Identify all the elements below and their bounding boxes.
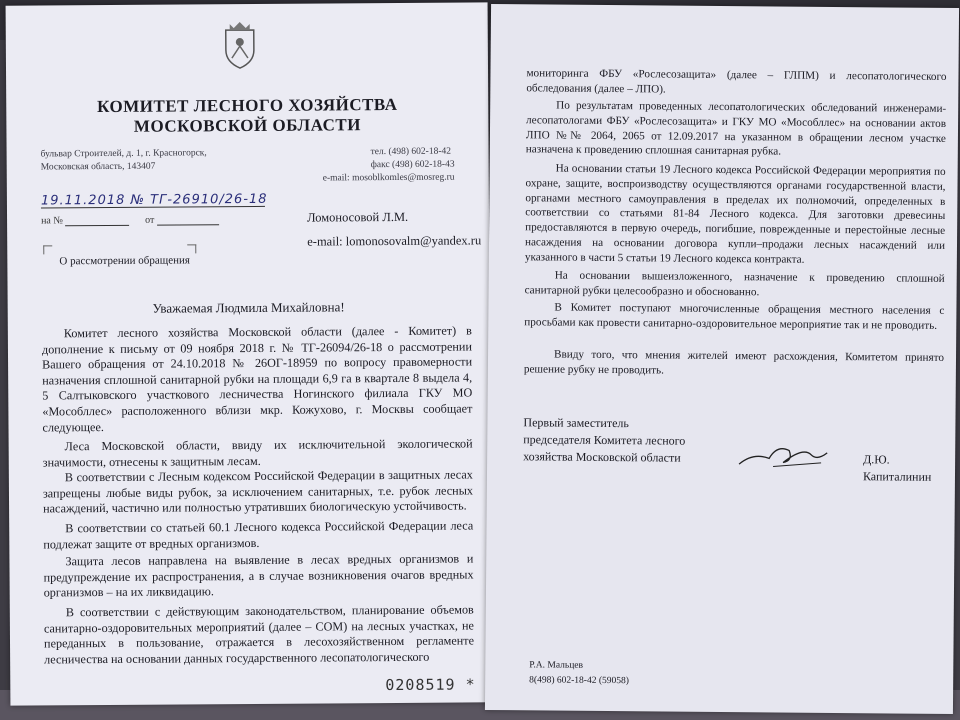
paragraph-10: На основании вышеизложенного, назначение к проведению сплошной санитарной рубки целесообразно и обоснованно. xyxy=(524,269,945,299)
fax: факс (498) 602-18-43 xyxy=(370,159,455,171)
signer-name: Д.Ю. Капиталинин xyxy=(862,452,932,484)
field-na-label: на № xyxy=(41,215,129,227)
paragraph-11: В Комитет поступают многочисленные обращения местного населения с просьбами как провести санитарно-оздоровительное мероприятие так и не проводить. xyxy=(524,301,945,332)
paragraph-9: На основании статьи 19 Лесного кодекса Российской Федерации мероприятия по охране, защите, воспроизводству осуществляются органами государственной власти, органами местного самоуправления в пределах их полномочий, определенных в соответствии со статьями 81-84 Лесного кодекса. Для заготовки древесины предоставляются в первую очередь, погибшие, поврежденные и перестойные лесные насаждения на основании договора купли–продажи лесных насаждений или указанного в части 5 статьи 19 Лесного кодекса контракта. xyxy=(524,162,946,266)
paragraph-3: В соответствии с Лесным кодексом Российской Федерации в защитных лесах запрещены любые виды рубок, за исключением санитарных, т.е. рубок лесных насаждений, частично или полностью утративших биологическую устойчивость. xyxy=(42,467,474,516)
signer-line1: Первый заместитель xyxy=(523,415,629,431)
paragraph-4: В соответствии со статьей 60.1 Лесного кодекса Российской Федерации леса подлежат защите от вредных организмов. xyxy=(43,518,474,552)
recipient-email: e-mail: lomonosovalm@yandex.ru xyxy=(307,233,482,249)
org-email: e-mail: mosoblkomles@mosreg.ru xyxy=(322,172,455,184)
org-name-line2: МОСКОВСКОЙ ОБЛАСТИ xyxy=(133,115,361,136)
handwritten-reference: 19.11.2018 № ТГ-26910/26-18 xyxy=(40,191,268,209)
greeting: Уважаемая Людмила Михайловна! xyxy=(152,299,345,316)
signer-line2: председателя Комитета лесного xyxy=(523,432,686,448)
paragraph-5: Защита лесов направлена на выявление в лесах вредных организмов и предупреждение их распространения, а в случае возникновения очагов вредных организмов – на их ликвидацию. xyxy=(43,551,474,600)
executor-phone: 8(498) 602-18-42 (59058) xyxy=(529,675,629,687)
paragraph-7: мониторинга ФБУ «Рослесозащита» (далее – ГЛПМ) и лесопатологического обследования (далее – ЛПО). xyxy=(526,67,947,96)
ref-underline xyxy=(41,206,265,209)
executor-name: Р.А. Мальцев xyxy=(529,660,584,671)
paragraph-12: Ввиду того, что мнения жителей имеют расхождения, Комитетом принято решение рубку не проводить. xyxy=(523,348,945,377)
letter-page-1 xyxy=(6,2,493,705)
org-name-line1: КОМИТЕТ ЛЕСНОГО ХОЗЯЙСТВА xyxy=(96,94,398,117)
phone: тел. (498) 602-18-42 xyxy=(370,146,452,158)
paragraph-1: Комитет лесного хозяйства Московской области (далее - Комитет) в дополнение к письму от 09 ноября 2018 г. № ТГ-26094/26-18 о рассмотрении Вашего обращения от 24.10.2018 № 26ОГ-18959 по вопросу правомерности назначения сплошной санитарной рубки на площади 6,9 га в квартале 8 выдела 4, 5 Салтыковского участкового лесничества Ногинского филиала ГКУ МО «Мособллес» расположенного вблизи мкр. Кожухово, г. Москвы сообщает следующее. xyxy=(41,323,473,435)
paragraph-2: Леса Московской области, ввиду их исключительной экологической значимости, отнесены к защитным лесам. xyxy=(42,436,473,470)
paragraph-8: По результатам проведенных лесопатологических обследований инженерами-лесопатологами ФБУ «Рослесозащита» и ГКУ МО «Мособллес» на основании актов ЛПО №№ 2064, 2065 от 12.09.2017 на указанном в обращении лесном участке назначена к проведению сплошная санитарная рубка. xyxy=(525,99,947,158)
paragraph-6: В соответствии с действующим законодательством, планирование объемов санитарно-оздоровительных мероприятий (далее – СОМ) на лесных участках, не переданных в пользование, отражается в лесохозяйственном регламенте лесничества на основании данных государственного лесопатологического xyxy=(43,602,475,667)
serial-number: 0208519 * xyxy=(385,675,476,695)
subject-bracket-right xyxy=(187,244,196,253)
address-line2: Московская область, 143407 xyxy=(40,161,156,173)
recipient-name: Ломоносовой Л.М. xyxy=(307,209,409,225)
handwritten-signature xyxy=(733,434,833,475)
address-line1: бульвар Строителей, д. 1, г. Красногорск, xyxy=(40,148,207,160)
field-ot-label: от xyxy=(145,214,219,226)
moscow-region-emblem xyxy=(220,18,260,70)
signer-line3: хозяйства Московской области xyxy=(523,449,681,465)
subject-line: О рассмотрении обращения xyxy=(59,254,190,268)
subject-bracket-left xyxy=(43,245,52,254)
letter-page-2 xyxy=(485,4,959,714)
